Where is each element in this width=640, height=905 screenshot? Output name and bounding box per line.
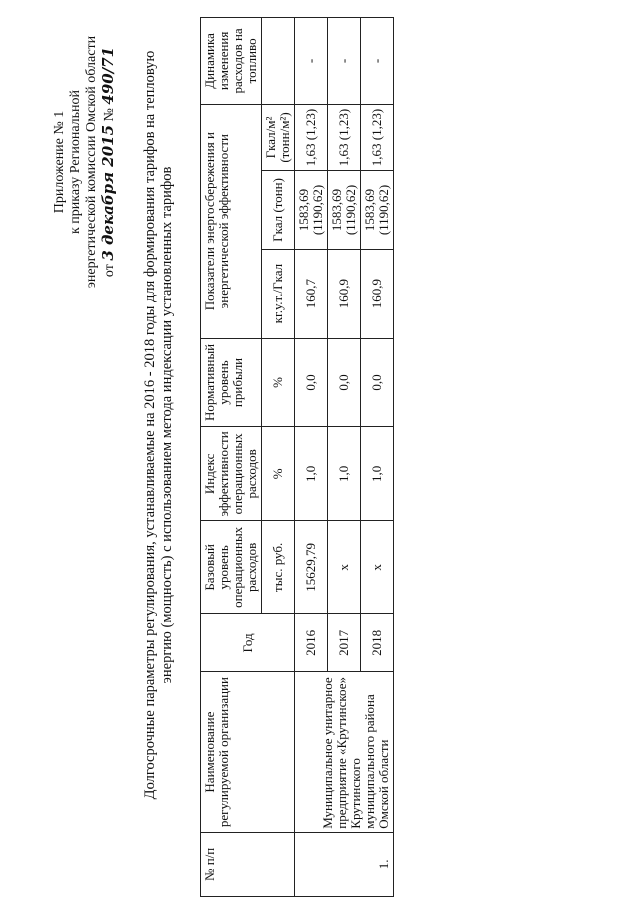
header-base: Базовый уровень операционных расходов [201,521,262,614]
cell-base: x [361,521,394,614]
number-label: № [102,108,117,122]
handwritten-date: 3 декабря 2015 [99,124,117,261]
cell-e1: 160,9 [361,249,394,338]
parameters-table [200,17,394,897]
cell-e1: 160,7 [295,249,328,338]
appendix-line-4 [100,12,118,312]
unit-dynamics [262,18,295,105]
unit-e3: Гкал/м² (тонн/м²) [262,104,295,170]
cell-year: 2018 [361,614,394,672]
header-num: № п/п [201,832,295,896]
header-year: Год [201,614,295,672]
unit-e1: кг.у.т./Гкал [262,249,295,338]
cell-index: 1,0 [328,427,361,521]
cell-dynamics: - [361,18,394,105]
cell-e2: 1583,69 (1190,62) [295,171,328,250]
title-line-1: Долгосрочные параметры регулирования, устанавливаемые на 2016 - 2018 годы для формирования тарифов на тепловую [142,50,158,800]
cell-e3: 1,63 (1,23) [361,104,394,170]
cell-dynamics: - [295,18,328,105]
table-row-2016 [295,18,328,897]
cell-e3: 1,63 (1,23) [328,104,361,170]
appendix-header [52,12,118,312]
cell-profit: 0,0 [295,338,328,427]
appendix-line-1: Приложение № 1 [52,110,67,214]
cell-index: 1,0 [295,427,328,521]
cell-index: 1,0 [361,427,394,521]
cell-org-name: Муниципальное унитарное предприятие «Крутинское» Крутинского муниципального района Омской области [295,672,394,832]
title-line-2: энергию (мощность) с использованием метода индексации установленных тарифов [159,166,175,684]
unit-index: % [262,427,295,521]
cell-e2: 1583,69 (1190,62) [361,171,394,250]
document-title [142,15,176,835]
cell-e3: 1,63 (1,23) [295,104,328,170]
cell-e2: 1583,69 (1190,62) [328,171,361,250]
cell-base: 15629,79 [295,521,328,614]
cell-base: x [328,521,361,614]
header-profit: Нормативный уровень прибыли [201,338,262,427]
table-header-row [201,18,262,897]
handwritten-number: 490/71 [99,46,117,105]
cell-e1: 160,9 [328,249,361,338]
unit-base: тыс. руб. [262,521,295,614]
date-prefix: от [102,264,117,278]
header-index: Индекс эффективности операционных расходов [201,427,262,521]
cell-dynamics: - [328,18,361,105]
cell-org-num: 1. [295,832,394,896]
unit-e2: Гкал (тонн) [262,171,295,250]
cell-profit: 0,0 [328,338,361,427]
cell-year: 2016 [295,614,328,672]
cell-profit: 0,0 [361,338,394,427]
appendix-line-3: энергетической комиссии Омской области [84,35,99,289]
cell-year: 2017 [328,614,361,672]
header-energy: Показатели энергосбережения и энергетической эффективности [201,104,262,338]
header-org: Наименование регулируемой организации [201,672,295,832]
unit-profit: % [262,338,295,427]
header-dynamics: Динамика изменения расходов на топливо [201,18,262,105]
appendix-line-2: к приказу Региональной [68,89,83,235]
